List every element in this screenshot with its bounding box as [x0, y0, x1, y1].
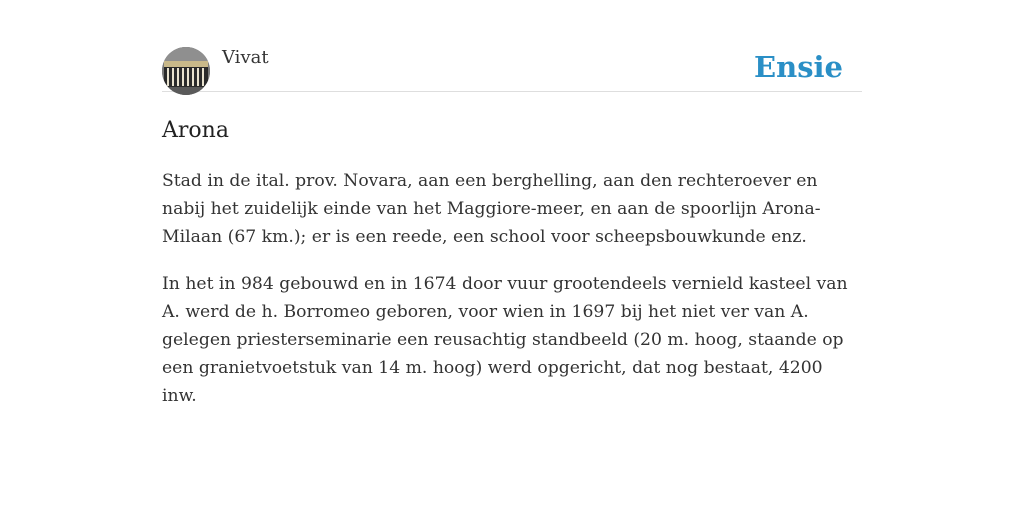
- book-spines-icon: [162, 47, 210, 95]
- source-name[interactable]: Vivat: [222, 47, 269, 68]
- article-header: [162, 46, 862, 92]
- brand-logo[interactable]: Ensie: [754, 50, 843, 84]
- avatar[interactable]: [162, 47, 210, 95]
- article-title: Arona: [162, 118, 229, 143]
- article-paragraph-1: Stad in de ital. prov. Novara, aan een berghelling, aan den rechteroever en nabij het zuidelijk einde van het Maggiore-meer, en aan de spoorlijn Arona-Milaan (67 km.); er is een reede, een school voor scheepsbouwkunde enz.: [162, 171, 821, 247]
- article-card: [162, 46, 862, 410]
- article-paragraph-2: In het in 984 gebouwd en in 1674 door vuur grootendeels vernield kasteel van A. werd de h. Borromeo geboren, voor wien in 1697 bij het niet ver van A. gelegen priesterseminarie een reusachtig standbeeld (20 m. hoog, staande op een granietvoetstuk van 14 m. hoog) werd opgericht, dat nog bestaat, 4200 inw.: [162, 274, 848, 406]
